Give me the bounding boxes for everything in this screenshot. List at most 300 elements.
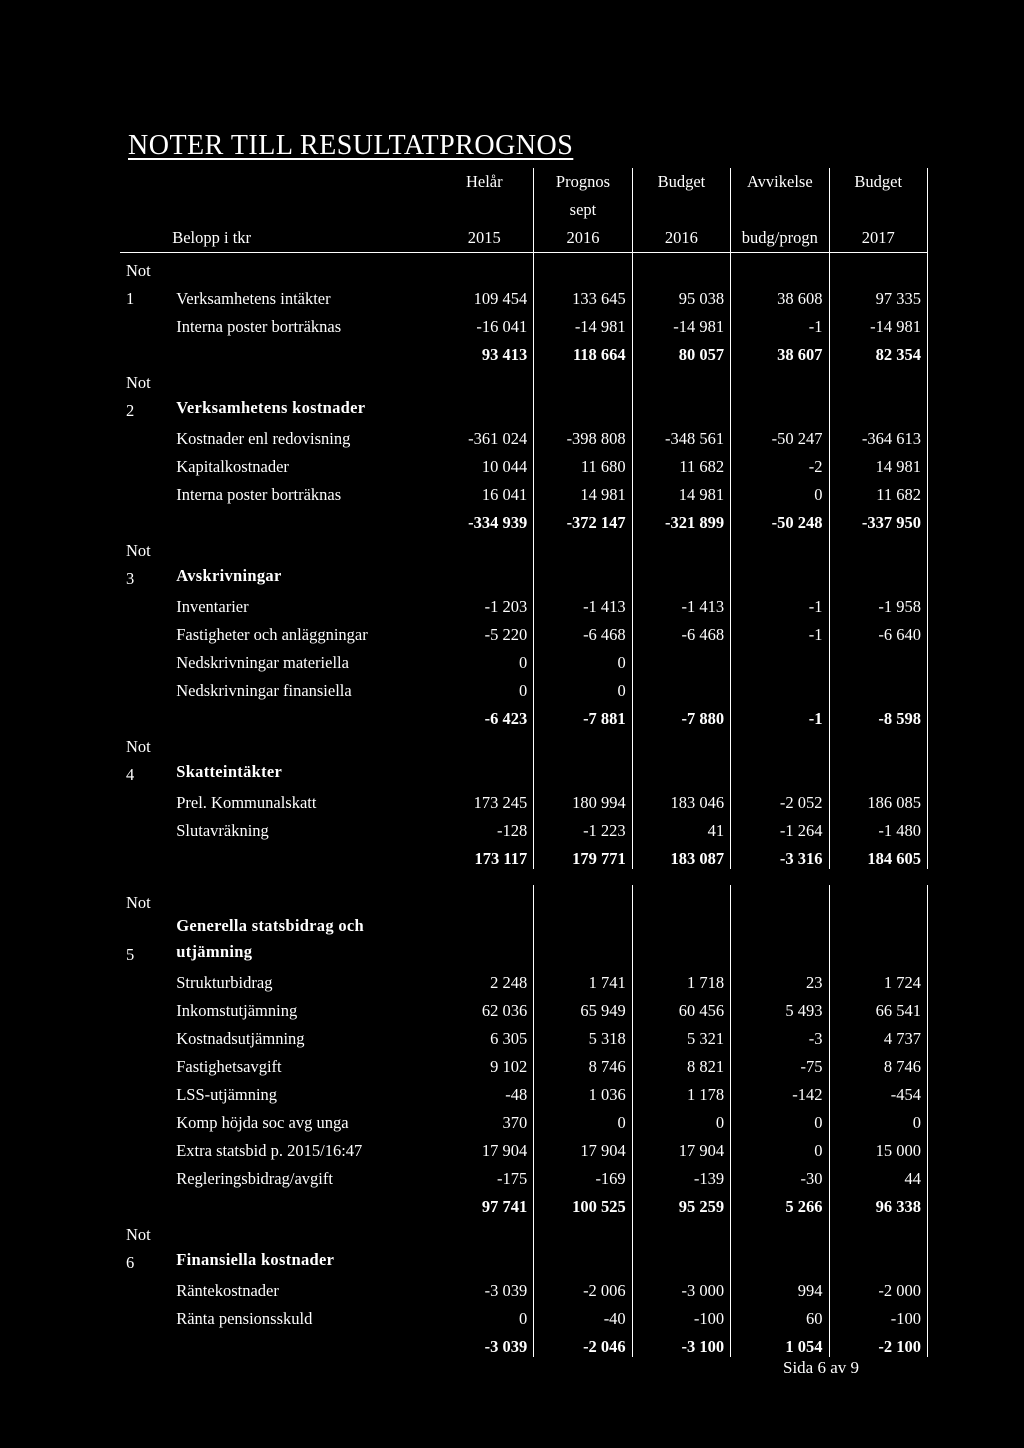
value-cell: 109 454 [435, 281, 533, 309]
value-cell: -175 [435, 1161, 533, 1189]
value-cell: 1 036 [534, 1077, 632, 1105]
blank-cell [172, 841, 435, 869]
table-row [120, 281, 928, 309]
notes-table [120, 168, 928, 1357]
row-label: Komp höjda soc avg unga [176, 1113, 349, 1132]
value-cell: -128 [435, 813, 533, 841]
table-row [120, 785, 928, 813]
value-cell: -398 808 [534, 421, 632, 449]
blank-cell [731, 253, 829, 282]
value-cell: -1 413 [632, 589, 730, 617]
section-title-row [120, 561, 928, 589]
value-cell: 11 682 [632, 449, 730, 477]
value-cell: 4 737 [829, 1021, 927, 1049]
value-cell: 65 949 [534, 993, 632, 1021]
blank-cell [435, 365, 533, 393]
not-label: Not [126, 373, 151, 392]
blank-cell [632, 1245, 730, 1273]
table-row [120, 449, 928, 477]
notes-table-container [120, 168, 928, 1357]
blank-cell [829, 913, 927, 965]
row-label: Fastigheter och anläggningar [176, 625, 368, 644]
value-cell [632, 673, 730, 701]
column-header: 2016 [534, 224, 632, 253]
blank-cell [120, 421, 172, 449]
header-row [120, 224, 928, 253]
value-cell: -3 [731, 1021, 829, 1049]
blank-cell [172, 365, 435, 393]
value-cell: -1 203 [435, 589, 533, 617]
blank-cell [120, 785, 172, 813]
row-label: Kostnadsutjämning [176, 1029, 305, 1048]
total-value: 38 607 [731, 337, 829, 365]
blank-cell [829, 729, 927, 757]
header-spacer [120, 196, 172, 224]
value-cell: -2 [731, 449, 829, 477]
column-header [829, 196, 927, 224]
table-row [120, 1301, 928, 1329]
table-row [120, 1133, 928, 1161]
header-spacer [172, 168, 435, 196]
row-label: Interna poster borträknas [176, 485, 342, 504]
value-cell: 44 [829, 1161, 927, 1189]
value-cell [829, 673, 927, 701]
not-label: Not [126, 261, 151, 280]
blank-cell [172, 1329, 435, 1357]
blank-cell [829, 1217, 927, 1245]
table-row [120, 477, 928, 505]
value-cell: -100 [829, 1301, 927, 1329]
total-value: -2 046 [534, 1329, 632, 1357]
not-number: 3 [126, 569, 135, 588]
row-label: Prel. Kommunalskatt [176, 793, 317, 812]
blank-cell [731, 729, 829, 757]
table-row [120, 965, 928, 993]
blank-cell [534, 561, 632, 589]
blank-cell [120, 1077, 172, 1105]
value-cell: -14 981 [534, 309, 632, 337]
blank-cell [120, 701, 172, 729]
value-cell: -16 041 [435, 309, 533, 337]
value-cell: 10 044 [435, 449, 533, 477]
blank-cell [120, 309, 172, 337]
section-title-row [120, 913, 928, 965]
value-cell: 62 036 [435, 993, 533, 1021]
blank-cell [829, 757, 927, 785]
blank-cell [731, 533, 829, 561]
blank-cell [534, 533, 632, 561]
column-header: 2017 [829, 224, 927, 253]
value-cell: -48 [435, 1077, 533, 1105]
row-label: Slutavräkning [176, 821, 269, 840]
row-label: Ränta pensionsskuld [176, 1309, 313, 1328]
blank-cell [435, 561, 533, 589]
value-cell: 1 178 [632, 1077, 730, 1105]
column-header: Avvikelse [731, 168, 829, 196]
total-row [120, 505, 928, 533]
value-cell: 0 [435, 645, 533, 673]
value-cell: 11 680 [534, 449, 632, 477]
value-cell: -50 247 [731, 421, 829, 449]
blank-cell [534, 365, 632, 393]
header-spacer [120, 168, 172, 196]
total-row [120, 1329, 928, 1357]
page-title: NOTER TILL RESULTATPROGNOS [128, 130, 574, 161]
value-cell: 0 [435, 673, 533, 701]
value-cell: -30 [731, 1161, 829, 1189]
value-cell: 0 [731, 1105, 829, 1133]
blank-cell [120, 813, 172, 841]
not-label-row [120, 253, 928, 282]
header-spacer [120, 224, 172, 253]
value-cell: 133 645 [534, 281, 632, 309]
blank-cell [829, 561, 927, 589]
blank-cell [120, 1105, 172, 1133]
value-cell: 186 085 [829, 785, 927, 813]
blank-cell [120, 1161, 172, 1189]
blank-cell [534, 1217, 632, 1245]
blank-cell [435, 393, 533, 421]
page-number: Sida 6 av 9 [783, 1358, 860, 1377]
total-value: -8 598 [829, 701, 927, 729]
value-cell: 66 541 [829, 993, 927, 1021]
not-label: Not [126, 893, 151, 912]
blank-cell [120, 673, 172, 701]
total-value: 5 266 [731, 1189, 829, 1217]
total-value: 1 054 [731, 1329, 829, 1357]
section-title-row [120, 393, 928, 421]
value-cell: 173 245 [435, 785, 533, 813]
value-cell: 17 904 [534, 1133, 632, 1161]
blank-cell [120, 505, 172, 533]
blank-cell [172, 729, 435, 757]
total-value: 118 664 [534, 337, 632, 365]
blank-cell [534, 885, 632, 913]
row-label: Interna poster borträknas [176, 317, 342, 336]
column-header: 2015 [435, 224, 533, 253]
blank-cell [632, 561, 730, 589]
value-cell: 5 318 [534, 1021, 632, 1049]
total-row [120, 701, 928, 729]
total-value: -50 248 [731, 505, 829, 533]
not-label-row [120, 365, 928, 393]
value-cell: -5 220 [435, 617, 533, 645]
value-cell: -2 006 [534, 1273, 632, 1301]
table-row [120, 1105, 928, 1133]
blank-cell [632, 533, 730, 561]
value-cell: 60 [731, 1301, 829, 1329]
value-cell: 0 [731, 477, 829, 505]
value-cell: 2 248 [435, 965, 533, 993]
blank-cell [632, 365, 730, 393]
table-row [120, 673, 928, 701]
value-cell: 41 [632, 813, 730, 841]
total-row [120, 841, 928, 869]
row-label: Fastighetsavgift [176, 1057, 282, 1076]
column-header: Helår [435, 168, 533, 196]
blank-cell [731, 561, 829, 589]
value-cell: 8 746 [829, 1049, 927, 1077]
value-cell: 17 904 [632, 1133, 730, 1161]
value-cell: 1 718 [632, 965, 730, 993]
section-title: Finansiella kostnader [176, 1250, 335, 1269]
table-row [120, 813, 928, 841]
blank-cell [120, 1273, 172, 1301]
blank-cell [172, 701, 435, 729]
blank-cell [435, 913, 533, 965]
blank-cell [829, 1245, 927, 1273]
blank-cell [829, 365, 927, 393]
spacer-row [120, 869, 928, 885]
blank-cell [172, 1217, 435, 1245]
total-value: -321 899 [632, 505, 730, 533]
value-cell: -6 640 [829, 617, 927, 645]
row-label: Extra statsbid p. 2015/16:47 [176, 1141, 363, 1160]
value-cell: 0 [534, 1105, 632, 1133]
total-value: -337 950 [829, 505, 927, 533]
value-cell: -2 052 [731, 785, 829, 813]
not-label: Not [126, 737, 151, 756]
blank-cell [172, 1189, 435, 1217]
total-row [120, 337, 928, 365]
row-label: Nedskrivningar finansiella [176, 681, 352, 700]
value-cell: 0 [534, 673, 632, 701]
table-row [120, 1161, 928, 1189]
not-number: 1 [126, 289, 135, 308]
value-cell: 994 [731, 1273, 829, 1301]
blank-cell [435, 1245, 533, 1273]
value-cell: 17 904 [435, 1133, 533, 1161]
header-row [120, 168, 928, 196]
total-value: -1 [731, 701, 829, 729]
notes-table-body [120, 168, 928, 1357]
blank-cell [829, 533, 927, 561]
total-value: 80 057 [632, 337, 730, 365]
blank-cell [172, 253, 435, 282]
blank-cell [829, 393, 927, 421]
row-label: Regleringsbidrag/avgift [176, 1169, 333, 1188]
row-label: Kapitalkostnader [176, 457, 289, 476]
total-value: -334 939 [435, 505, 533, 533]
section-title: Avskrivningar [176, 566, 282, 585]
value-cell: 0 [534, 645, 632, 673]
blank-cell [731, 1217, 829, 1245]
value-cell: 11 682 [829, 477, 927, 505]
value-cell: -1 [731, 589, 829, 617]
blank-cell [829, 253, 927, 282]
blank-cell [534, 393, 632, 421]
total-value: 173 117 [435, 841, 533, 869]
value-cell: -142 [731, 1077, 829, 1105]
blank-cell [435, 533, 533, 561]
value-cell: -1 264 [731, 813, 829, 841]
value-cell: 5 321 [632, 1021, 730, 1049]
blank-cell [632, 729, 730, 757]
value-cell: -1 958 [829, 589, 927, 617]
blank-cell [120, 477, 172, 505]
row-label: Verksamhetens intäkter [176, 289, 331, 308]
total-value: 96 338 [829, 1189, 927, 1217]
blank-cell [731, 365, 829, 393]
not-label: Not [126, 541, 151, 560]
value-cell: 6 305 [435, 1021, 533, 1049]
total-value: -3 039 [435, 1329, 533, 1357]
blank-cell [731, 393, 829, 421]
total-value: 183 087 [632, 841, 730, 869]
value-cell: -364 613 [829, 421, 927, 449]
table-row [120, 1077, 928, 1105]
section-title: Generella statsbidrag och utjämning [176, 916, 364, 961]
not-label-row [120, 729, 928, 757]
total-value: 95 259 [632, 1189, 730, 1217]
column-header [435, 196, 533, 224]
value-cell: 1 724 [829, 965, 927, 993]
value-cell: 1 741 [534, 965, 632, 993]
total-value: -7 880 [632, 701, 730, 729]
column-header: Budget [829, 168, 927, 196]
blank-cell [534, 913, 632, 965]
value-cell: -454 [829, 1077, 927, 1105]
value-cell: 15 000 [829, 1133, 927, 1161]
value-cell: 60 456 [632, 993, 730, 1021]
value-cell: 23 [731, 965, 829, 993]
not-number: 5 [126, 945, 135, 964]
total-value: -2 100 [829, 1329, 927, 1357]
value-cell [731, 673, 829, 701]
section-title-row [120, 757, 928, 785]
blank-cell [534, 253, 632, 282]
column-header: 2016 [632, 224, 730, 253]
column-header [731, 196, 829, 224]
total-value: 184 605 [829, 841, 927, 869]
spacer-cell [120, 869, 172, 885]
row-label: Nedskrivningar materiella [176, 653, 349, 672]
value-cell: 0 [731, 1133, 829, 1161]
value-cell: 14 981 [632, 477, 730, 505]
section-title-row [120, 1245, 928, 1273]
total-value: 100 525 [534, 1189, 632, 1217]
blank-cell [731, 1245, 829, 1273]
table-row [120, 421, 928, 449]
blank-cell [632, 393, 730, 421]
blank-cell [435, 729, 533, 757]
row-label: Kostnader enl redovisning [176, 429, 351, 448]
total-value: 179 771 [534, 841, 632, 869]
value-cell: 14 981 [829, 449, 927, 477]
blank-cell [435, 1217, 533, 1245]
column-header: sept [534, 196, 632, 224]
total-value: -3 316 [731, 841, 829, 869]
value-cell: -14 981 [632, 309, 730, 337]
table-row [120, 1273, 928, 1301]
value-cell: -1 [731, 309, 829, 337]
value-cell: 183 046 [632, 785, 730, 813]
value-cell: 9 102 [435, 1049, 533, 1077]
blank-cell [632, 885, 730, 913]
value-cell: -3 000 [632, 1273, 730, 1301]
not-number: 2 [126, 401, 135, 420]
header-row [120, 196, 928, 224]
total-value: 82 354 [829, 337, 927, 365]
not-number: 4 [126, 765, 135, 784]
value-cell: -169 [534, 1161, 632, 1189]
total-value: -7 881 [534, 701, 632, 729]
total-row [120, 1189, 928, 1217]
blank-cell [172, 505, 435, 533]
blank-cell [120, 1133, 172, 1161]
value-cell: -361 024 [435, 421, 533, 449]
table-row [120, 617, 928, 645]
header-spacer [172, 196, 435, 224]
blank-cell [632, 913, 730, 965]
blank-cell [120, 1329, 172, 1357]
value-cell: -3 039 [435, 1273, 533, 1301]
total-value: 93 413 [435, 337, 533, 365]
value-cell: 0 [829, 1105, 927, 1133]
value-cell: -100 [632, 1301, 730, 1329]
blank-cell [120, 993, 172, 1021]
blank-cell [120, 841, 172, 869]
blank-cell [632, 1217, 730, 1245]
value-cell: 0 [632, 1105, 730, 1133]
value-cell: -1 413 [534, 589, 632, 617]
blank-cell [120, 1049, 172, 1077]
unit-label: Belopp i tkr [172, 224, 435, 253]
blank-cell [435, 253, 533, 282]
value-cell: -14 981 [829, 309, 927, 337]
value-cell: -139 [632, 1161, 730, 1189]
column-header: Budget [632, 168, 730, 196]
blank-cell [731, 757, 829, 785]
blank-cell [632, 253, 730, 282]
total-value: 97 741 [435, 1189, 533, 1217]
blank-cell [120, 617, 172, 645]
value-cell: -75 [731, 1049, 829, 1077]
value-cell: 38 608 [731, 281, 829, 309]
row-label: Räntekostnader [176, 1281, 279, 1300]
column-header [632, 196, 730, 224]
total-value: -372 147 [534, 505, 632, 533]
blank-cell [731, 913, 829, 965]
value-cell [632, 645, 730, 673]
not-label-row [120, 1217, 928, 1245]
blank-cell [120, 1189, 172, 1217]
row-label: Inventarier [176, 597, 249, 616]
value-cell: 5 493 [731, 993, 829, 1021]
blank-cell [632, 757, 730, 785]
blank-cell [731, 885, 829, 913]
table-row [120, 589, 928, 617]
blank-cell [120, 449, 172, 477]
value-cell: -348 561 [632, 421, 730, 449]
value-cell: 16 041 [435, 477, 533, 505]
value-cell [829, 645, 927, 673]
table-row [120, 309, 928, 337]
blank-cell [172, 533, 435, 561]
total-value: -6 423 [435, 701, 533, 729]
column-header: Prognos [534, 168, 632, 196]
value-cell: 370 [435, 1105, 533, 1133]
value-cell: 97 335 [829, 281, 927, 309]
blank-cell [120, 645, 172, 673]
table-row [120, 993, 928, 1021]
value-cell: 95 038 [632, 281, 730, 309]
blank-cell [534, 729, 632, 757]
blank-cell [435, 885, 533, 913]
blank-cell [534, 1245, 632, 1273]
value-cell: 180 994 [534, 785, 632, 813]
blank-cell [435, 757, 533, 785]
